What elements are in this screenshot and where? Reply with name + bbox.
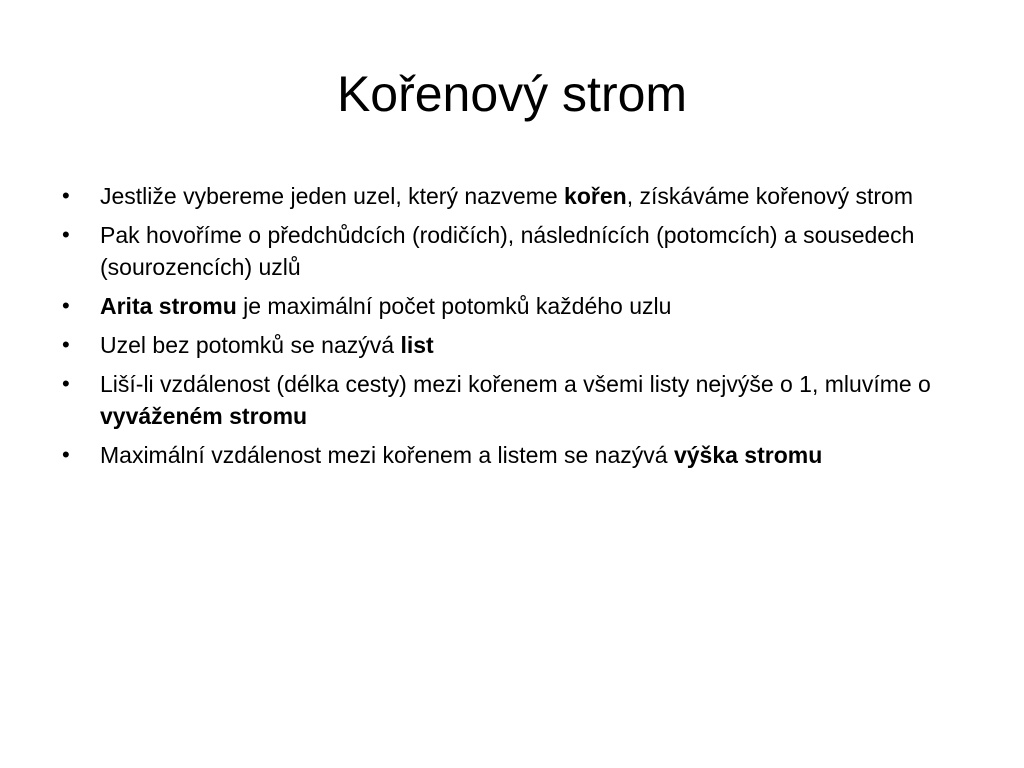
bullet-item-leaf <box>60 329 960 361</box>
bullet-term-leaf: list <box>400 332 434 358</box>
bullet-term-root: kořen <box>564 183 627 209</box>
bullet-item-relations <box>60 219 960 283</box>
bullet-dot-icon: • <box>62 442 70 467</box>
bullet-text: Uzel bez potomků se nazývá <box>100 332 401 358</box>
bullet-term-balanced: vyváženém stromu <box>100 403 308 429</box>
bullet-text: Pak hovoříme o předchůdcích (rodičích), následnících (potomcích) a sousedech (sourozencích) uzlů <box>100 222 915 280</box>
bullet-item-arity <box>60 290 960 322</box>
bullet-text: Maximální vzdálenost mezi kořenem a listem se nazývá <box>100 442 674 468</box>
bullet-dot-icon: • <box>62 293 70 318</box>
bullet-text: , získáváme kořenový strom <box>626 183 913 209</box>
bullet-item-root <box>60 180 960 212</box>
bullet-item-height <box>60 439 960 471</box>
bullet-dot-icon: • <box>62 183 70 208</box>
bullet-dot-icon: • <box>62 332 70 357</box>
bullet-dot-icon: • <box>62 371 70 396</box>
bullet-text: Jestliže vybereme jeden uzel, který nazveme <box>100 183 565 209</box>
bullet-text: Liší-li vzdálenost (délka cesty) mezi kořenem a všemi listy nejvýše o 1, mluvíme o <box>100 371 931 397</box>
bullet-item-balanced <box>60 368 960 432</box>
bullet-text: je maximální počet potomků každého uzlu <box>236 293 672 319</box>
slide-title: Kořenový strom <box>336 66 688 122</box>
bullet-term-arity: Arita stromu <box>100 293 237 319</box>
bullet-list <box>60 180 960 478</box>
bullet-dot-icon: • <box>62 222 70 247</box>
bullet-term-height: výška stromu <box>673 442 823 468</box>
